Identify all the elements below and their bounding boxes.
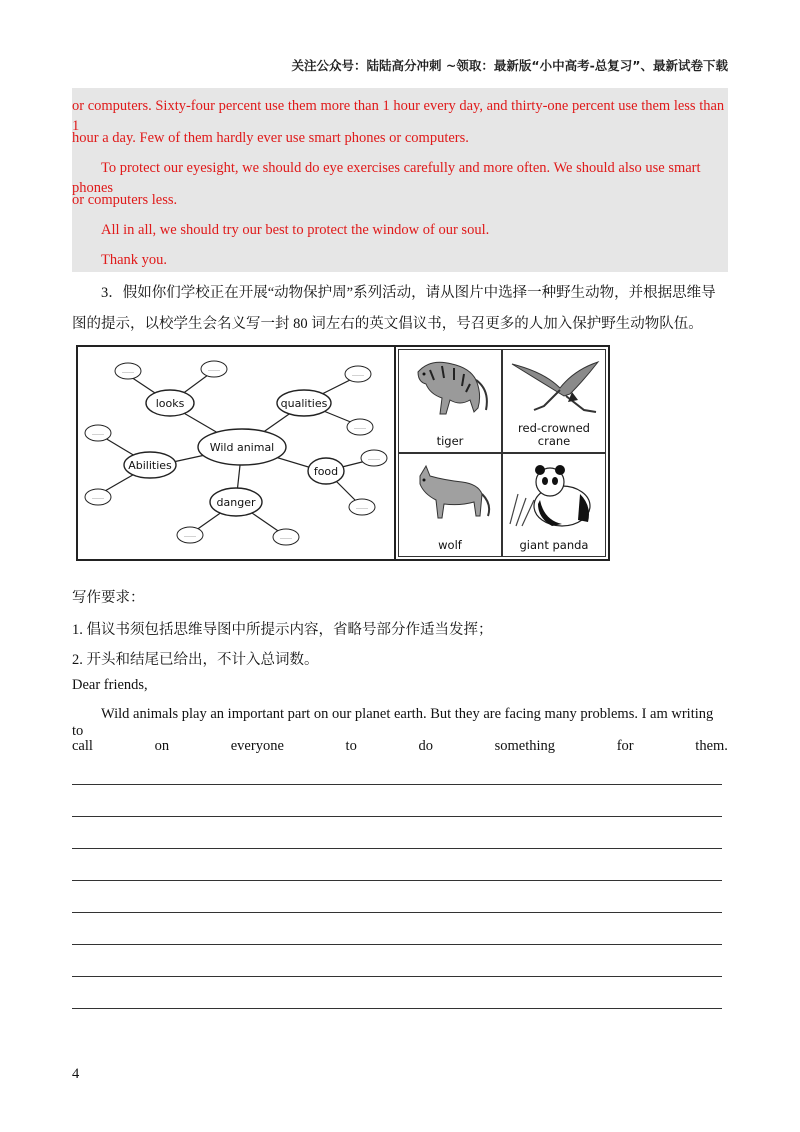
letter-greeting: Dear friends, <box>72 677 148 693</box>
requirements-title: 写作要求： <box>72 590 145 606</box>
writing-line[interactable] <box>72 1008 722 1009</box>
letter-paragraph-line-2 <box>72 738 728 755</box>
tiger-label: tiger <box>436 434 464 448</box>
letter-word: for <box>616 738 634 754</box>
leaf-placeholder: …… <box>280 534 292 541</box>
answer-line-1: or computers. Sixty-four percent use them more than 1 hour every day, and thirty-one percent use them less than 1 <box>72 98 725 134</box>
letter-paragraph-line-1: Wild animals play an important part on our planet earth. But they are facing many problems. I am writing to <box>72 706 714 739</box>
leaf-placeholder: …… <box>352 371 364 378</box>
answer-line-6: Thank you. <box>101 252 168 268</box>
writing-line[interactable] <box>72 880 722 881</box>
node-food-label: food <box>313 465 339 478</box>
animal-grid <box>396 347 608 559</box>
mind-map-graphic <box>78 347 394 559</box>
tiger-image <box>400 350 500 430</box>
letter-word: call <box>72 738 93 754</box>
mind-map <box>78 347 396 559</box>
wolf-label: wolf <box>438 538 462 552</box>
leaf-placeholder: …… <box>208 366 220 373</box>
question-figure <box>76 345 610 561</box>
letter-word: on <box>154 738 170 754</box>
writing-line[interactable] <box>72 784 722 785</box>
crane-label: red-crowned crane <box>518 421 590 448</box>
node-abilities-label: Abilities <box>128 459 172 472</box>
page-header: 关注公众号：陆陆高分冲刺 ~领取：最新版“小中高考-总复习”、最新试卷下载 <box>291 58 728 73</box>
leaf-placeholder: …… <box>184 532 196 539</box>
letter-word: something <box>494 738 556 754</box>
animal-cell-panda <box>502 453 606 557</box>
writing-line[interactable] <box>72 816 722 817</box>
page-number: 4 <box>72 1066 80 1082</box>
wolf-image <box>400 454 500 534</box>
writing-line[interactable] <box>72 944 722 945</box>
leaf-placeholder: …… <box>92 430 104 437</box>
answer-line-4: or computers less. <box>72 192 178 208</box>
answer-line-5: All in all, we should try our best to protect the window of our soul. <box>101 222 490 238</box>
letter-word: to <box>345 738 357 754</box>
writing-line[interactable] <box>72 848 722 849</box>
node-danger-label: danger <box>216 496 256 509</box>
animal-cell-tiger <box>398 349 502 453</box>
animal-cell-wolf <box>398 453 502 557</box>
question-3-line-2: 图的提示，以校学生会名义写一封 80 词左右的英文倡议书，号召更多的人加入保护野生动物队伍。 <box>72 316 703 332</box>
question-3-line-1: 3．假如你们学校正在开展“动物保护周”系列活动，请从图片中选择一种野生动物，并根据思维导 <box>101 285 716 301</box>
panda-label: giant panda <box>519 538 589 552</box>
leaf-placeholder: …… <box>356 504 368 511</box>
leaf-placeholder: …… <box>92 494 104 501</box>
letter-word: them. <box>695 738 728 754</box>
answer-line-3: To protect our eyesight, we should do eye exercises carefully and more often. We should also use smart phones <box>72 160 701 196</box>
writing-line[interactable] <box>72 976 722 977</box>
leaf-placeholder: …… <box>368 455 380 462</box>
requirement-2: 2. 开头和结尾已给出，不计入总词数。 <box>72 652 319 668</box>
leaf-placeholder: …… <box>122 368 134 375</box>
center-node-label: Wild animal <box>209 441 275 454</box>
node-looks-label: looks <box>155 397 185 410</box>
crane-image <box>504 350 604 422</box>
node-qualities-label: qualities <box>280 397 328 410</box>
letter-word: do <box>418 738 433 754</box>
letter-word: everyone <box>230 738 284 754</box>
panda-image <box>504 454 604 534</box>
answer-line-2: hour a day. Few of them hardly ever use smart phones or computers. <box>72 130 469 146</box>
requirement-1: 1. 倡议书须包括思维导图中所提示内容，省略号部分作适当发挥； <box>72 622 493 638</box>
writing-line[interactable] <box>72 912 722 913</box>
animal-cell-crane <box>502 349 606 453</box>
leaf-placeholder: …… <box>354 424 366 431</box>
